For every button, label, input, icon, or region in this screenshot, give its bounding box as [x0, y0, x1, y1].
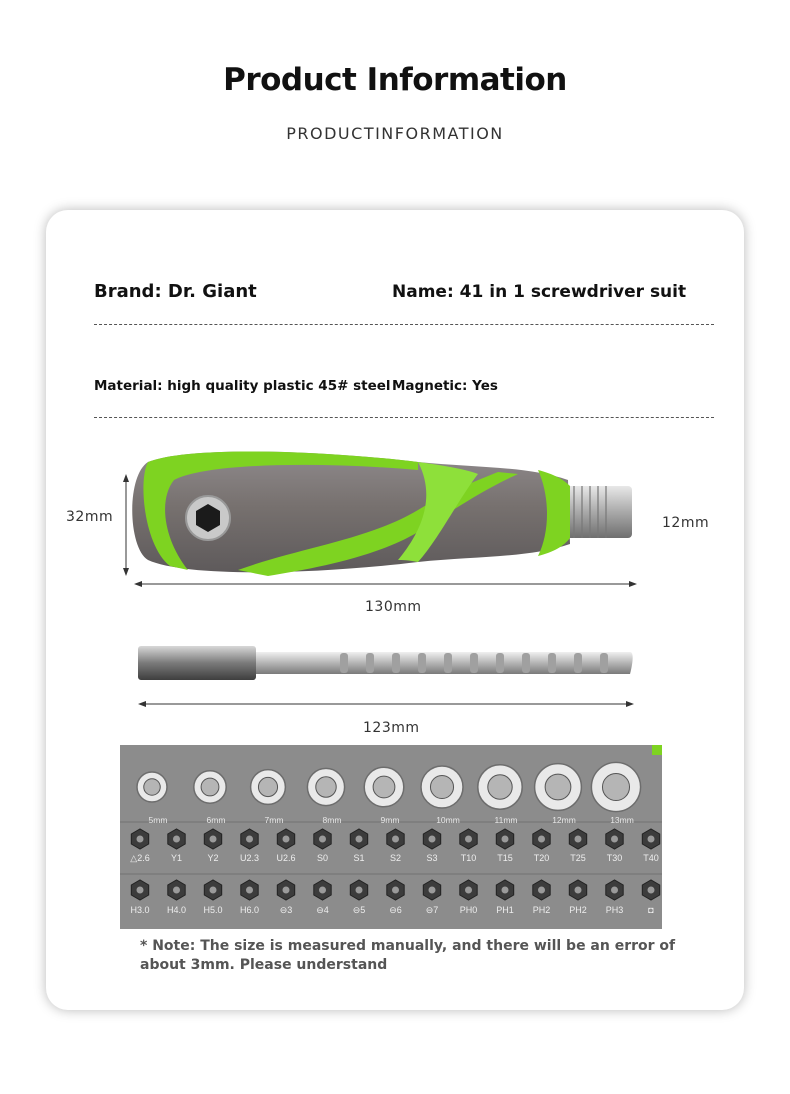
socket-label: 12mm — [552, 815, 576, 825]
bit-label: ⊖4 — [316, 905, 329, 915]
handle-height-label: 32mm — [66, 509, 114, 525]
bit-tray-image — [120, 745, 662, 929]
socket-label: 5mm — [148, 815, 168, 825]
bit-label: T15 — [497, 853, 513, 863]
bit-label: PH1 — [496, 905, 514, 915]
extension-rod-image — [130, 638, 642, 718]
bit-label: PH0 — [459, 905, 478, 915]
bit — [642, 829, 659, 863]
bit — [606, 829, 623, 863]
socket-label: 13mm — [610, 815, 634, 825]
bit-label: ⊖7 — [425, 905, 439, 915]
divider-bottom — [94, 417, 714, 418]
socket-label: 10mm — [436, 815, 460, 825]
bit-label: ⊖3 — [279, 905, 293, 915]
name-spec: Name: 41 in 1 screwdriver suit — [392, 282, 687, 302]
socket-label: 7mm — [264, 815, 284, 825]
brand-spec: Brand: Dr. Giant — [94, 281, 257, 302]
bit-label: ⊖6 — [389, 905, 402, 915]
bit-label: ◘ — [648, 905, 654, 915]
bit-label: H6.0 — [239, 905, 260, 915]
bit — [569, 829, 586, 863]
bit-label: S1 — [353, 853, 365, 863]
bit — [533, 829, 550, 863]
bit-label: S2 — [389, 853, 402, 863]
socket-label: 6mm — [206, 815, 226, 825]
bit-label: H5.0 — [203, 905, 223, 915]
socket-label: 9mm — [380, 815, 400, 825]
bit-label: Y2 — [207, 853, 219, 863]
bit-label: S3 — [426, 853, 438, 863]
magnetic-spec: Magnetic: Yes — [392, 378, 498, 394]
handle-length-label: 130mm — [365, 599, 422, 615]
screwdriver-handle-image — [118, 440, 648, 620]
bit-label: T25 — [570, 853, 586, 863]
bit-label: T20 — [533, 853, 550, 863]
material-spec: Material: high quality plastic 45# steel — [94, 378, 391, 394]
bit-label: △2.6 — [130, 853, 150, 863]
bit — [460, 829, 477, 863]
socket-label: 11mm — [494, 815, 518, 825]
bit-label: U2.3 — [239, 853, 260, 863]
bit-label: T30 — [606, 853, 623, 863]
measurement-note: * Note: The size is measured manually, and there will be an error of about 3mm. Please understand — [140, 938, 676, 973]
bit-label: PH2 — [532, 905, 551, 915]
bit-label: H3.0 — [130, 905, 150, 915]
divider-top — [94, 324, 714, 325]
bit-label: PH2 — [569, 905, 587, 915]
bit-label: T10 — [460, 853, 477, 863]
bit — [496, 829, 513, 863]
bit-label: H4.0 — [166, 905, 187, 915]
bit-label: ⊖5 — [352, 905, 366, 915]
page-subtitle: PRODUCTINFORMATION — [286, 124, 504, 143]
socket-label: 8mm — [322, 815, 342, 825]
bit-label: T40 — [643, 853, 659, 863]
bit-label: PH3 — [605, 905, 624, 915]
page-title: Product Information — [223, 62, 567, 98]
bit-label: Y1 — [170, 853, 183, 863]
bit-label: S0 — [316, 853, 329, 863]
rod-length-label: 123mm — [363, 720, 420, 736]
tip-diameter-label: 12mm — [662, 515, 710, 531]
bit-label: U2.6 — [276, 853, 296, 863]
